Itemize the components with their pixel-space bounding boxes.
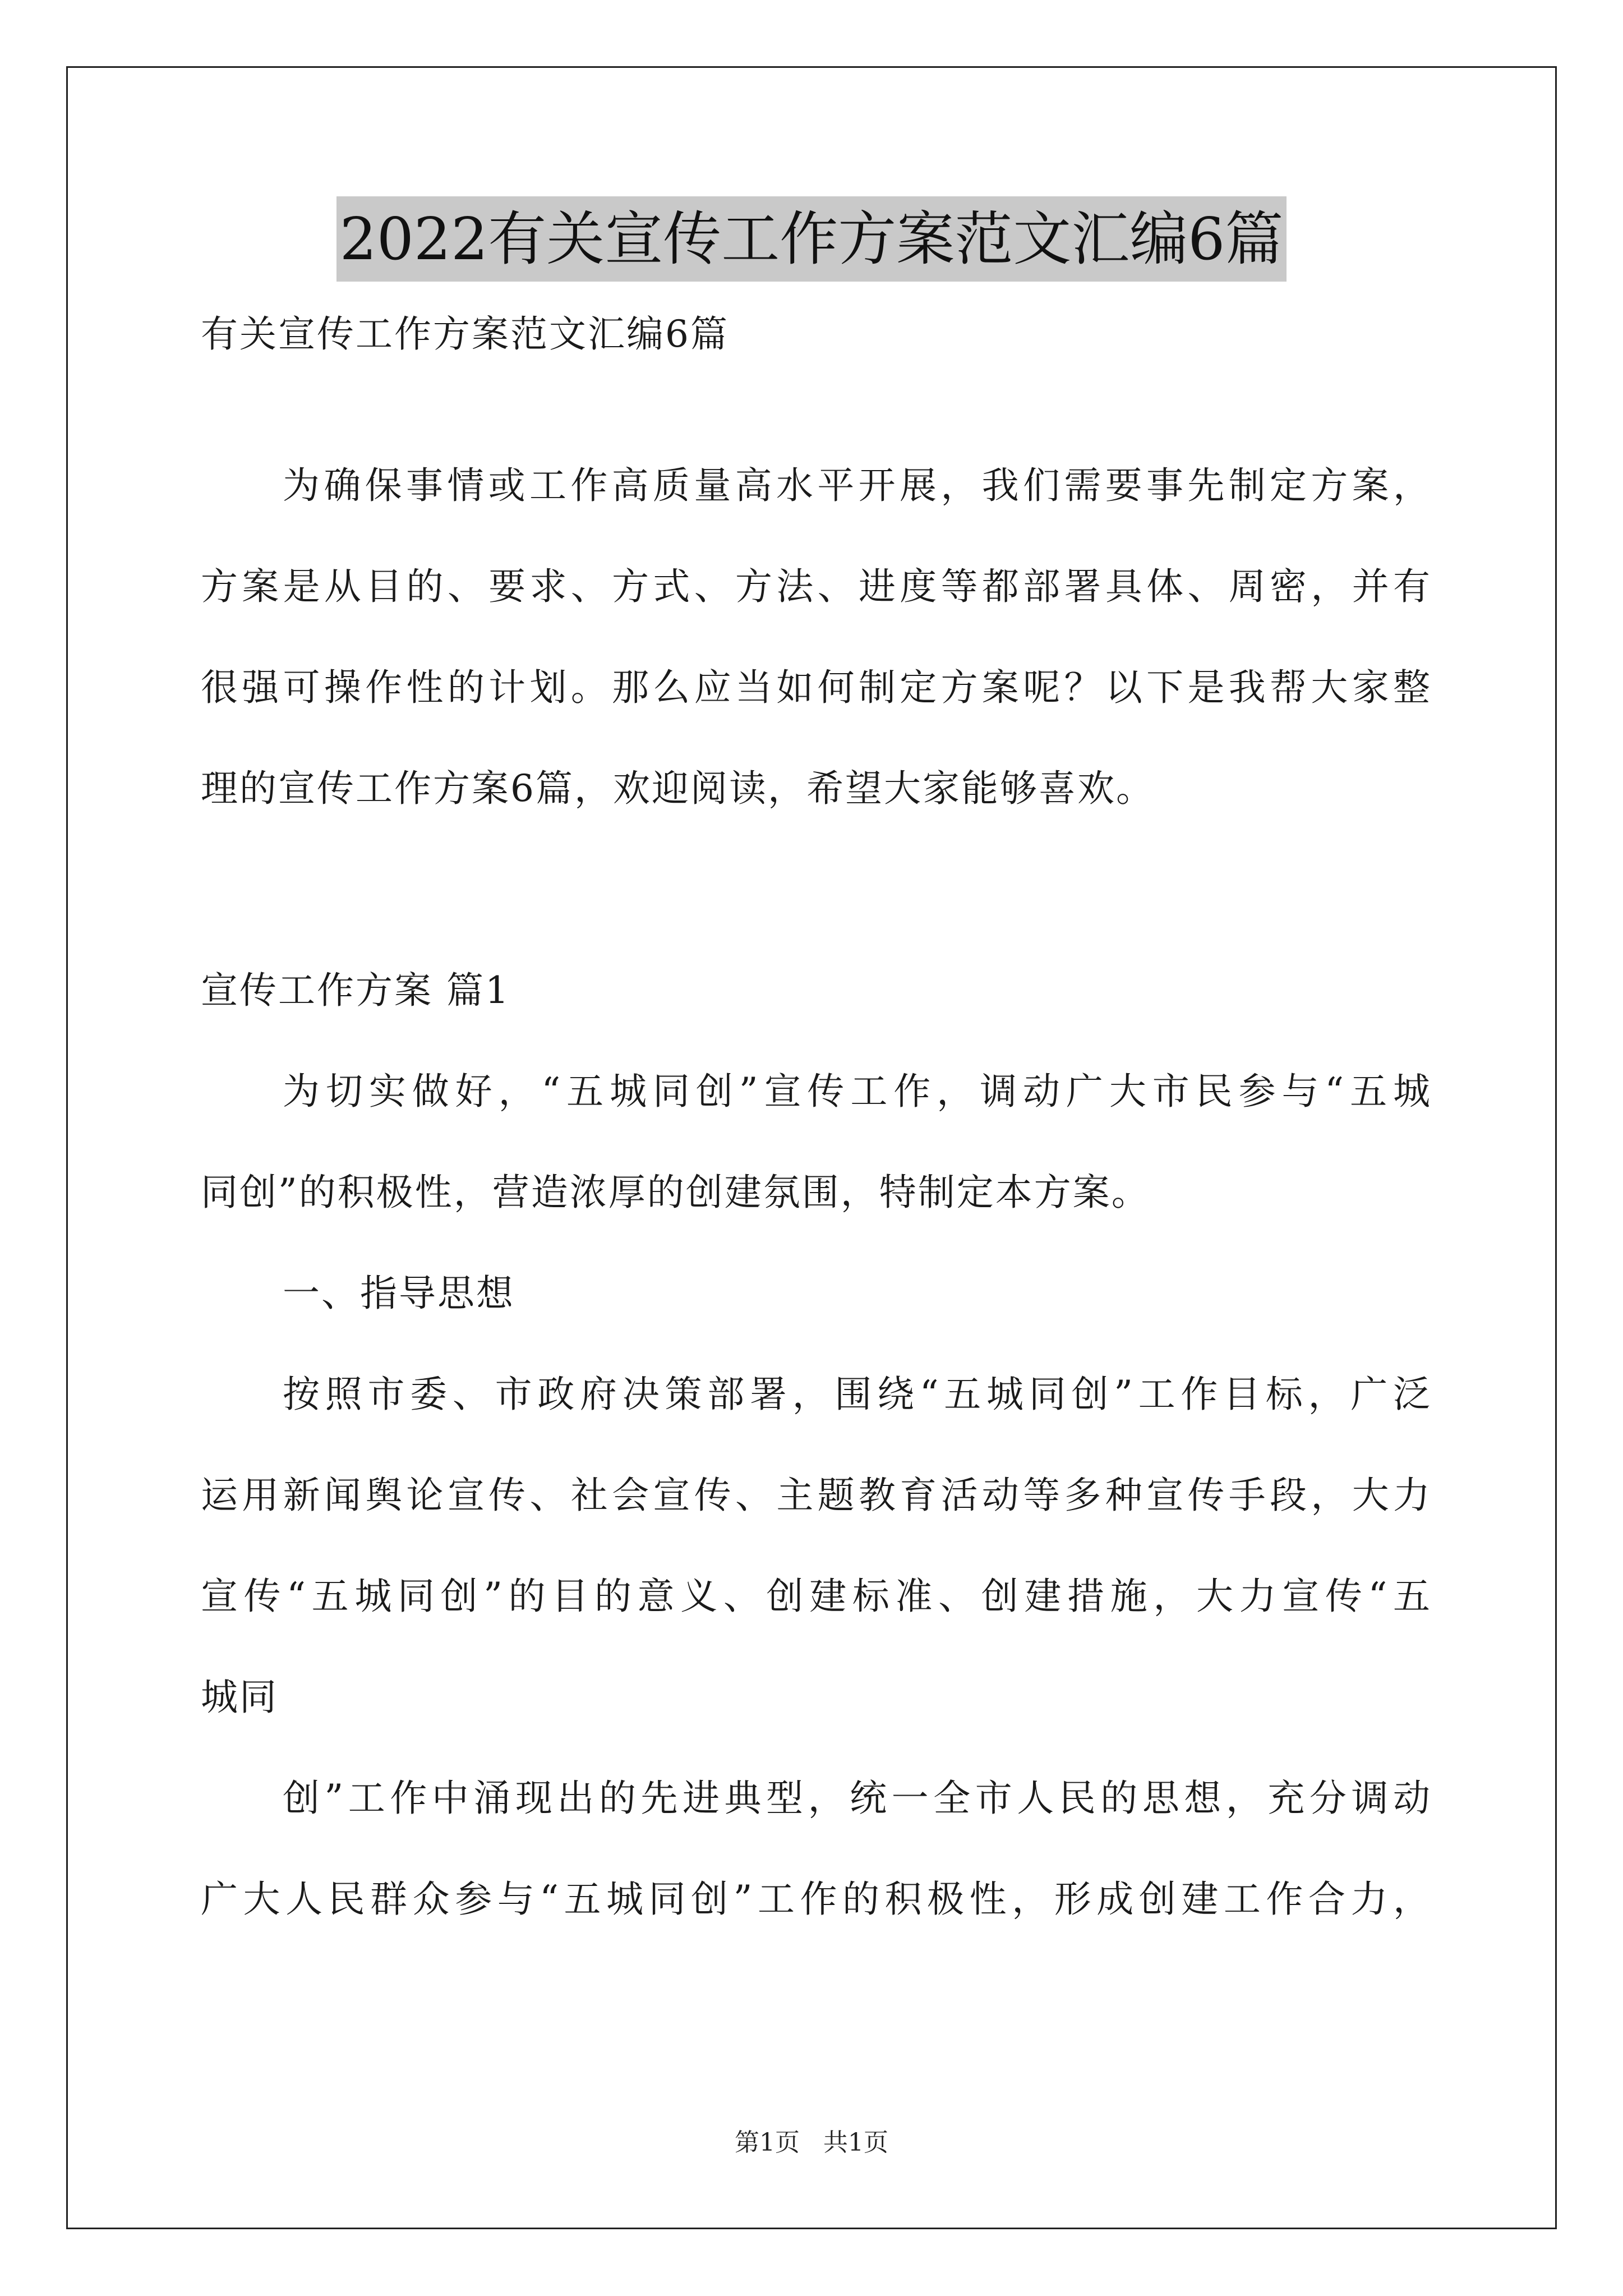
paragraph-line: 理的宣传工作方案6篇，欢迎阅读，希望大家能够喜欢。 [201, 769, 1155, 809]
paragraph-line: 为确保事情或工作高质量高水平开展，我们需要事先制定方案， [283, 466, 1432, 506]
paragraph-line: 城同 [201, 1677, 278, 1718]
paragraph-line: 创”工作中涌现出的先进典型，统一全市人民的思想，充分调动 [283, 1778, 1432, 1819]
page-total: 共1页 [823, 2128, 888, 2157]
title-wrap [0, 196, 1623, 282]
document-title: 2022有关宣传工作方案范文汇编6篇 [336, 196, 1287, 282]
paragraph-line: 同创”的积极性，营造浓厚的创建氛围，特制定本方案。 [201, 1172, 1150, 1213]
paragraph-line: 很强可操作性的计划。那么应当如何制定方案呢？以下是我帮大家整 [201, 668, 1432, 708]
paragraph-line: 广大人民群众参与“五城同创”工作的积极性，形成创建工作合力， [201, 1879, 1432, 1920]
page-footer [0, 2126, 1623, 2160]
paragraph-line: 运用新闻舆论宣传、社会宣传、主题教育活动等多种宣传手段，大力 [201, 1475, 1432, 1516]
paragraph-line: 按照市委、市政府决策部署，围绕“五城同创”工作目标，广泛 [283, 1374, 1432, 1415]
paragraph-line: 为切实做好，“五城同创”宣传工作，调动广大市民参与“五城 [283, 1071, 1432, 1112]
paragraph-line: 方案是从目的、要求、方式、方法、进度等都部署具体、周密，并有 [201, 567, 1432, 607]
page-number: 第1页 [735, 2128, 800, 2157]
section-heading: 宣传工作方案 篇1 [201, 970, 510, 1011]
subtitle-line: 有关宣传工作方案范文汇编6篇 [201, 314, 729, 355]
paragraph-line: 宣传“五城同创”的目的意义、创建标准、创建措施，大力宣传“五 [201, 1576, 1432, 1617]
subsection-heading: 一、指导思想 [283, 1273, 515, 1314]
